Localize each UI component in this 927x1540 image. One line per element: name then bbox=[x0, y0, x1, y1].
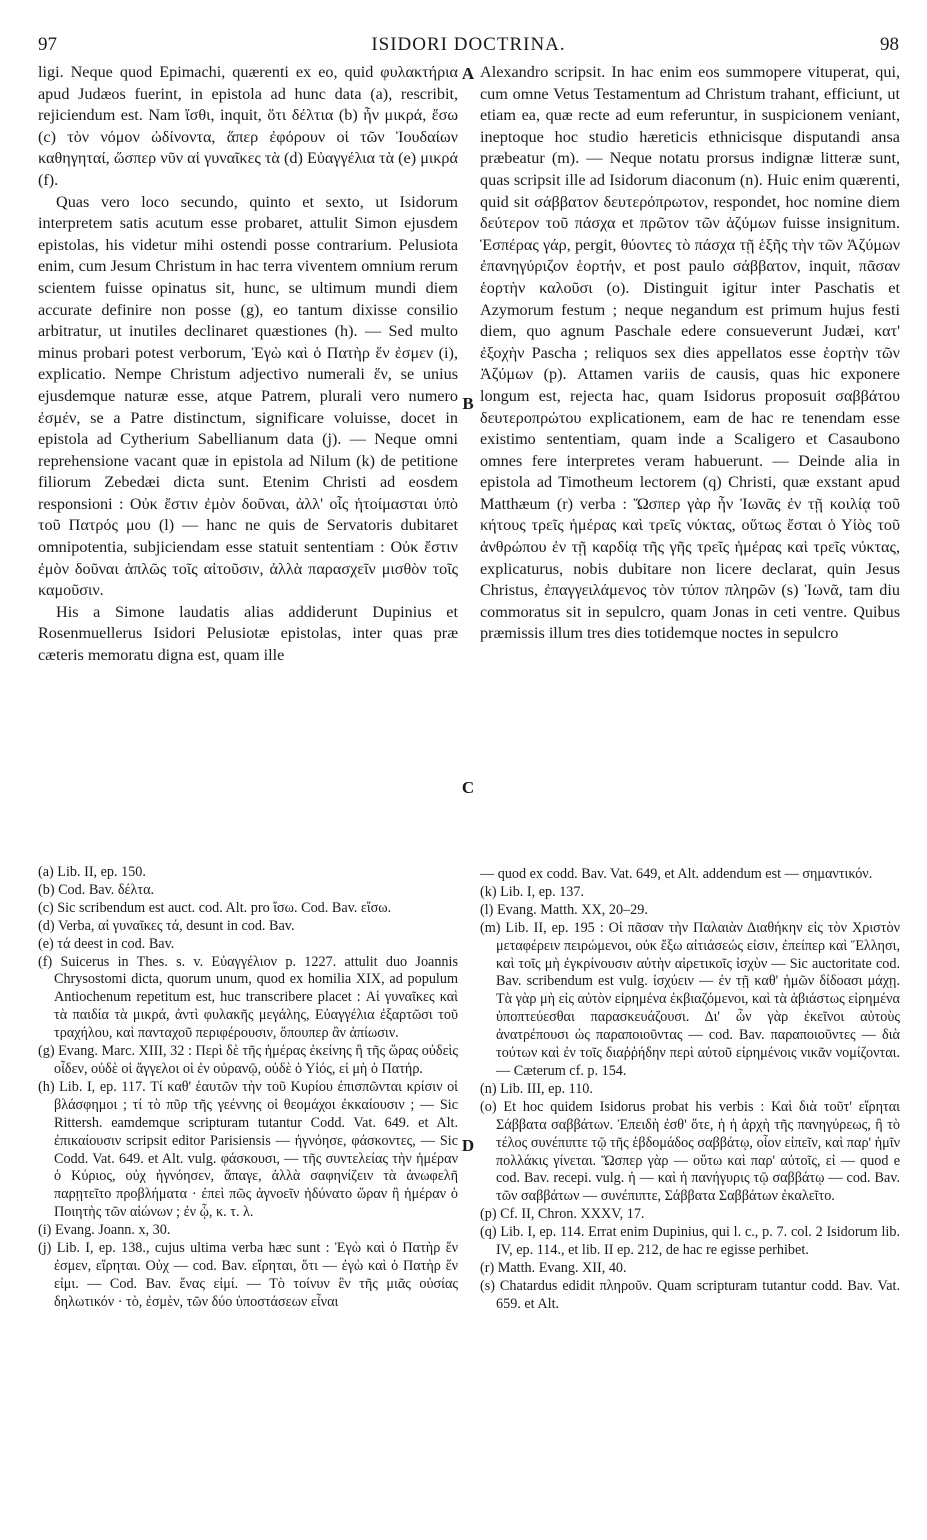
page-number-right: 98 bbox=[880, 34, 899, 55]
footnote: (l) Evang. Matth. XX, 20–29. bbox=[480, 901, 648, 918]
body-paragraph: ligi. Neque quod Epimachi, quærenti ex eo, quid φυλακτήρια apud Judæos fuerint, in epistola ad hunc data (a), rescribit, rejiciendum est. Nam ἴσθι, inquit, ὅτι δέλτια (b) ἦν μικρά, ἔσω (c) τὸν νόμον ὠδίνοντα, ἅπερ ἐφόρουν οἱ τῶν Ἰουδαίων καθηγηταί, ὥσπερ νῦν αἱ γυναῖκες τὰ (d) Εὐαγγέλια τὰ (e) μικρά (f). bbox=[38, 63, 458, 189]
footnotes-right bbox=[480, 866, 900, 1532]
margin-marker-c: C bbox=[461, 778, 475, 797]
footnote: (q) Lib. I, ep. 114. Errat enim Dupinius, qui l. c., p. 7. col. 2 Isidorum lib. IV, ep. 114., et lib. II ep. 212, de hac re egisse perhibet. bbox=[480, 1224, 900, 1259]
margin-marker-d: D bbox=[461, 1136, 475, 1155]
body-paragraph: Alexandro scripsit. In hac enim eos summopere vituperat, qui, cum omne Vetus Testamentum ad Christum trahant, efficiunt, ut etiam ea, quæ recte ad eum referuntur, in suspicionem veniant, ineptoque hoc studio hæreticis ethnicisque disputandi ansa præbeatur (m). — Neque notatu prorsus indignæ litteræ sunt, quas scripsit ille ad Isidorum diaconum (n). Huic enim quærenti, quid sit σάββατον δευτερόπρωτον, respondet, hoc nomine diem δεύτερον τοῦ πάσχα et πρῶτον τῶν ἀζύμων fuisse insignitum. Ἑσπέρας γάρ, pergit, θύοντες τὸ πάσχα τῇ ἑξῆς τὴν τῶν Ἀζύμων ἐπανηγύριζον ἑορτήν, et post paulo σάββατον, inquit, πᾶσαν ἑορτὴν καλοῦσι (o). Distinguit igitur inter Paschatis et Azymorum festum ; neque negandum est primum hujus festi diem, quo agnum Paschale edere consueverunt Judæi, κατ' ἐξοχὴν Pascha ; reliquos sex dies appellatos esse ἑορτὴν τῶν Ἀζύμων (p). Attamen variis de causis, quas hic exponere longum est, rejecta hac, quam Isidorus proposuit σαββάτου δευτεροπρώτου explicationem, eam de hac re tenendam esse existimo sententiam, quam inde a Scaligero et Casaubono omnes fere interpretes veram habuerunt. — Deinde alia in epistola ad Timotheum lectorem (q) Christi, quæ exstant apud Matthæum (r) verba : Ὥσπερ γὰρ ἦν Ἰωνᾶς ἐν τῇ κοιλίᾳ τοῦ κήτους τρεῖς ἡμέρας καὶ τρεῖς νύκτας, οὕτως ἔσται ὁ Υἱὸς τοῦ ἀνθρώπου ἐν τῇ καρδίᾳ τῆς γῆς τρεῖς ἡμέρας καὶ τρεῖς νύκτας, explicaturus, nobis dubitare non licere declarat, quin Jesus Christus, ἐπαγγειλάμενος τὸν τύπον πληρῶν (s) Ἰωνᾶ, tam diu commoratus sit in sepulcro, quam Jonas in ceti ventre. Quibus præmissis illum tres dies totidemque noctes in sepulcro bbox=[480, 63, 900, 643]
footnote: (s) Chatardus edidit πληροῦν. Quam scripturam tutantur codd. Bav. Vat. 659. et Alt. bbox=[480, 1277, 900, 1312]
margin-marker-b: B bbox=[462, 394, 474, 413]
footnote: (r) Matth. Evang. XII, 40. bbox=[480, 1259, 627, 1276]
footnote: (j) Lib. I, ep. 138., cujus ultima verba hæc sunt : Ἐγὼ καὶ ὁ Πατὴρ ἕν ἐσμεν, εἴρηται. Οὐχ — cod. Bav. εἴρηται, ὅτι — ἐγὼ καὶ ὁ Πατὴρ ἕν εἰμι. — Cod. Bav. ἕνας εἰμί. — Τὸ τοίνυν ἓν τῆς μιᾶς οὐσίας δηλωτικόν · τὸ, ἐσμὲν, τῶν δύο ὑποστάσεων εἶναι bbox=[38, 1240, 458, 1310]
footnote: (k) Lib. I, ep. 137. bbox=[480, 883, 585, 900]
footnote: (i) Evang. Joann. x, 30. bbox=[38, 1222, 171, 1239]
footnote: (a) Lib. II, ep. 150. bbox=[38, 864, 146, 880]
footnote: (b) Cod. Bav. δέλτα. bbox=[38, 881, 155, 898]
footnote: (g) Evang. Marc. XIII, 32 : Περὶ δὲ τῆς ἡμέρας ἐκείνης ἢ τῆς ὥρας οὐδεὶς οἶδεν, οὐδὲ οἱ ἄγγελοι οἱ ἐν οὐρανῷ, οὐδὲ ὁ Υἱός, εἰ μὴ ὁ Πατήρ. bbox=[38, 1043, 458, 1077]
running-title: ISIDORI DOCTRINA. bbox=[371, 34, 566, 55]
body-column-right bbox=[480, 62, 900, 850]
footnote-continuation: — quod ex codd. Bav. Vat. 649, et Alt. addendum est — σημαντικόν. bbox=[480, 866, 873, 882]
footnote: (o) Et hoc quidem Isidorus probat his verbis : Καὶ διὰ τοῦτ' εἴρηται Σάββατα σαββάτων. Ἐπειδὴ ἐσθ' ὅτε, ἡ ἡ ἀρχὴ τῆς πανηγύρεως, ἢ τὸ τέλος συνέπιπτε τῷ τῆς ἑβδομάδος σαββάτῳ, οἷον εἰπεῖν, καὶ παρ' ἡμῖν πολλάκις γίνεται. Ὥσπερ γὰρ — οὕτω καὶ παρ' αὐτοῖς, εἰ — quod e cod. Bav. recepi. vulg. ἡ — καὶ ἡ πανήγυρις τῷ σαββάτῳ — cod. Bav. τῶν σαββάτων — συνέπιπτε, Σάββατα Σαββάτων ἐκαλεῖτο. bbox=[480, 1098, 900, 1205]
body-paragraph: His a Simone laudatis alias addiderunt Dupinius et Rosenmuellerus Isidori Pelusiotæ epistolas, inter quas præ cæteris memoratu digna est, quam ille bbox=[38, 602, 458, 665]
footnote: (d) Verba, αἱ γυναῖκες τά, desunt in cod. Bav. bbox=[38, 917, 295, 934]
footnote: (e) τά deest in cod. Bav. bbox=[38, 935, 175, 952]
footnote: (n) Lib. III, ep. 110. bbox=[480, 1080, 593, 1097]
footnote: (p) Cf. II, Chron. XXXV, 17. bbox=[480, 1206, 645, 1223]
body-paragraph: Quas vero loco secundo, quinto et sexto, ut Isidorum interpretem satis acutum esse probaret, attulit Simon ejusdem epistolas, his videtur mihi ostendi posse contrarium. Pelusiota enim, cum Jesum Christum in hac terra viventem omnium rerum scientem fuisse opinatus sit, hunc, se ultimum mundi diem accurate definire non posse (g), eo tantum dixisse consilio arbitratur, ut inutiles declinaret quæstiones (h). — Sed multo minus probari potest verborum, Ἐγὼ καὶ ὁ Πατὴρ ἕν ἐσμεν (i), explicatio. Nempe Christum adjectivo numerali ἕν, se unius ejusdemque naturæ esse, atque Patrem, plurali vero numero ἐσμέν, se a Patre distinctum, significare voluisse, docet in epistola ad Cytherium Sabellianum data (j). — Neque omni reprehensione vacant quæ in epistola ad Nilum (k) de petitione filiorum Zebedæi dicta sunt. Etenim Christi ad eosdem responsioni : Οὐκ ἔστιν ἐμὸν δοῦναι, ἀλλ' οἷς ἡτοίμασται ὑπὸ τοῦ Πατρός μου (l) — hanc ne quis de Servatoris dubitaret omnipotentia, subjiciendam esse statuit sententiam : Οὐκ ἔστιν ἐμὸν δοῦναι ἁπλῶς τοῖς αἰτοῦσιν, ἀλλὰ παρασχεῖν μισθὸν τοῖς καμοῦσιν. bbox=[38, 192, 458, 600]
footnote: (m) Lib. II, ep. 195 : Οἱ πᾶσαν τὴν Παλαιὰν Διαθήκην εἰς τὸν Χριστὸν μεταφέρειν πειρώμενοι, οὐκ ἔξω αἰτιάσεώς εἰσιν, ἐπείπερ καὶ Ἕλλησι, καὶ τοῖς μὴ ἐγκρίνουσιν αὐτὴν αἱρετικοῖς ἰσχὺν — Sic auctoritate cod. Bav. scribendum est vulg. ἰσχύειν — ἐν τῇ καθ' ἡμῶν δίδοασι μάχῃ. Τὰ γὰρ μὴ εἰς αὐτὸν εἰρημένα ἐκβιαζόμενοι, καὶ τὰ ἀβιάστως εἰρημένα ὑποπτεύεσθαι παρασκευάζουσι. Δι' ὧν γὰρ ἐκεῖνοι αὐτοὺς ἀνατρέπουσι ὡς παραποιοῦντας — cod. Bav. παραποιοῦντες — διὰ τούτων καὶ ἐν τοῖς διαῤῥήδην περὶ αὐτοῦ εἰρημένοις νικᾶν νομίζονται. — Cæterum cf. p. 154. bbox=[480, 919, 900, 1079]
footnote: (h) Lib. I, ep. 117. Τί καθ' ἑαυτῶν τὴν τοῦ Κυρίου ἐπισπῶνται κρίσιν οἱ βλάσφημοι ; τί τὸ πῦρ τῆς γεέννης οἱ θεομάχοι ἐκκαίουσιν ; — Sic Rittersh. eamdemque scripturam tutantur Codd. Vat. 649. et Alt. ἐπικαίουσιν scripsit editor Parisiensis — ἠγνόησε, φάσκοντες, — Sic Codd. Vat. 649. et Alt. vulg. φάσκουσι, — τῆς συντελείας τὴν ἡμέραν ὁ Κύριος, οὐχ ἠγνόησεν, ἄπαγε, ἀλλὰ σαφηνίζειν τὰ ἀνωφελῆ παρῃτεῖτο προβλήματα · ἐπεὶ πῶς ἀγνοεῖν ἠδύνατο ὥραν ἢ ἡμέραν ὁ Ποιητὴς τῶν αἰώνων ; ἐν ᾧ, κ. τ. λ. bbox=[38, 1078, 458, 1221]
page-number-left: 97 bbox=[38, 34, 57, 55]
footnote: (c) Sic scribendum est auct. cod. Alt. pro ἴσω. Cod. Bav. εἴσω. bbox=[38, 899, 392, 916]
body-column-left bbox=[38, 62, 458, 854]
footnotes-left bbox=[38, 864, 458, 1532]
running-header bbox=[38, 34, 899, 62]
footnote: (f) Suicerus in Thes. s. v. Εὐαγγέλιον p. 1227. attulit duo Joannis Chrysostomi dicta, quorum unum, quod ex homilia XIX, ad populum Antiochenum repetitum est, huc transcribere placet : Αἱ γυναῖκες καὶ τὰ παιδία τὰ μικρά, ἀντὶ φυλακῆς μεγάλης, Εὐαγγέλια ἐξαρτῶσι τοῦ τραχήλου, καὶ πανταχοῦ περιφέρουσιν, ὅπουπερ ἂν ἀπίωσιν. bbox=[38, 953, 458, 1042]
margin-marker-a: A bbox=[461, 64, 475, 83]
